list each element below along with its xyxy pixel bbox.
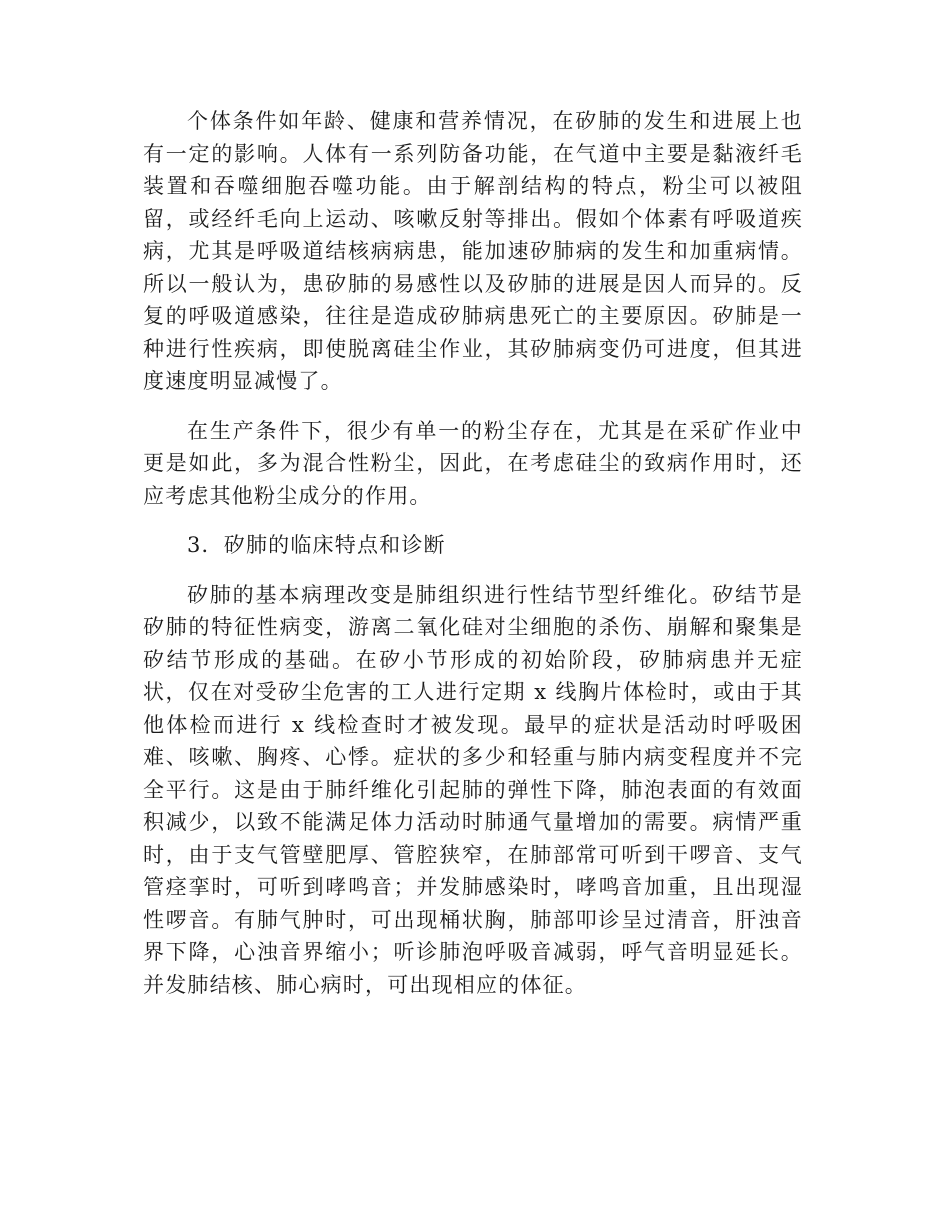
paragraph-individual-factors: 个体条件如年龄、健康和营养情况，在矽肺的发生和进展上也有一定的影响。人体有一系列防备功能，在气道中主要是黏液纤毛装置和吞噬细胞吞噬功能。由于解剖结构的特点，粉尘可以被阻留，或经纤毛向上运动、咳嗽反射等排出。假如个体素有呼吸道疾病，尤其是呼吸道结核病病患，能加速矽肺病的发生和加重病情。所以一般认为，患矽肺的易感性以及矽肺的进展是因人而异的。反复的呼吸道感染，往往是造成矽肺病患死亡的主要原因。矽肺是一种进行性疾病，即使脱离硅尘作业，其矽肺病变仍可进度，但其进度速度明显减慢了。 — [143, 109, 803, 393]
paragraph-mixed-dust: 在生产条件下，很少有单一的粉尘存在，尤其是在采矿作业中更是如此，多为混合性粉尘，因此，在考虑硅尘的致病作用时，还应考虑其他粉尘成分的作用。 — [143, 418, 803, 508]
paragraph-clinical-features: 矽肺的基本病理改变是肺组织进行性结节型纤维化。矽结节是矽肺的特征性病变，游离二氧化硅对尘细胞的杀伤、崩解和聚集是矽结节形成的基础。在矽小节形成的初始阶段，矽肺病患并无症状，仅在对受矽尘危害的工人进行定期 x 线胸片体检时，或由于其他体检而进行 x 线检查时才被发现。最早的症状是活动时呼吸困难、咳嗽、胸疼、心悸。症状的多少和轻重与肺内病变程度并不完全平行。这是由于肺纤维化引起肺的弹性下降，肺泡表面的有效面积减少，以致不能满足体力活动时肺通气量增加的需要。病情严重时，由于支气管壁肥厚、管腔狭窄，在肺部常可听到干啰音、支气管痉挛时，可听到哮鸣音；并发肺感染时，哮鸣音加重，且出现湿性啰音。有肺气肿时，可出现桶状胸，肺部叩诊呈过清音，肝浊音界下降，心浊音界缩小；听诊肺泡呼吸音减弱，呼气音明显延长。并发肺结核、肺心病时，可出现相应的体征。 — [143, 582, 803, 997]
section-heading: 3．矽肺的临床特点和诊断 — [187, 533, 446, 557]
document-body — [143, 105, 803, 1001]
